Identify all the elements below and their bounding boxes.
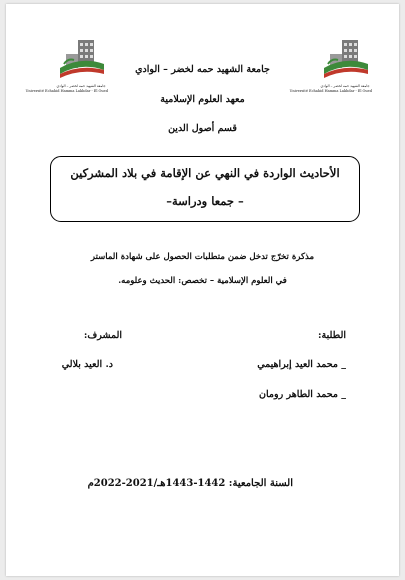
student-name-1: _ محمد العيد إبراهيمي — [257, 359, 346, 370]
supervisor-name: د. العيد بلالي — [61, 359, 113, 370]
students-label: الطلبة: — [318, 330, 346, 341]
student-name-2: _ محمد الطاهر رومان — [259, 389, 346, 400]
university-name: جامعة الشهيد حمه لخضر – الوادي — [135, 64, 270, 75]
thesis-description-line-2: في العلوم الإسلامية – تخصص: الحديث وعلومه. — [118, 276, 287, 286]
university-logo-icon — [56, 34, 106, 84]
logo-caption-fr: Université Echahid Hamma Lakhdar - El Oued — [25, 89, 108, 93]
department-name: قسم أصول الدين — [168, 123, 237, 134]
document-page — [6, 4, 399, 576]
logo-caption-fr: Université Echahid Hamma Lakhdar - El Oued — [289, 89, 372, 93]
logo-caption-ar: جامعة الشهيد حمه لخضر – الوادي — [56, 84, 106, 88]
institute-name: معهد العلوم الإسلامية — [160, 94, 245, 105]
thesis-description-line-1: مذكرة تخرّج تدخل ضمن متطلبات الحصول على شهادة الماستر — [90, 252, 315, 262]
logo-caption-ar: جامعة الشهيد حمه لخضر – الوادي — [320, 84, 370, 88]
thesis-title-box — [50, 156, 360, 222]
academic-year: السنة الجامعية: 1442-1443هـ/2021-2022م — [87, 478, 293, 489]
thesis-subtitle: – جمعا ودراسة– — [166, 194, 244, 208]
thesis-title: الأحاديث الواردة في النهي عن الإقامة في بلاد المشركين — [70, 166, 340, 180]
university-logo-icon — [320, 34, 370, 84]
supervisor-label: المشرف: — [83, 330, 122, 341]
